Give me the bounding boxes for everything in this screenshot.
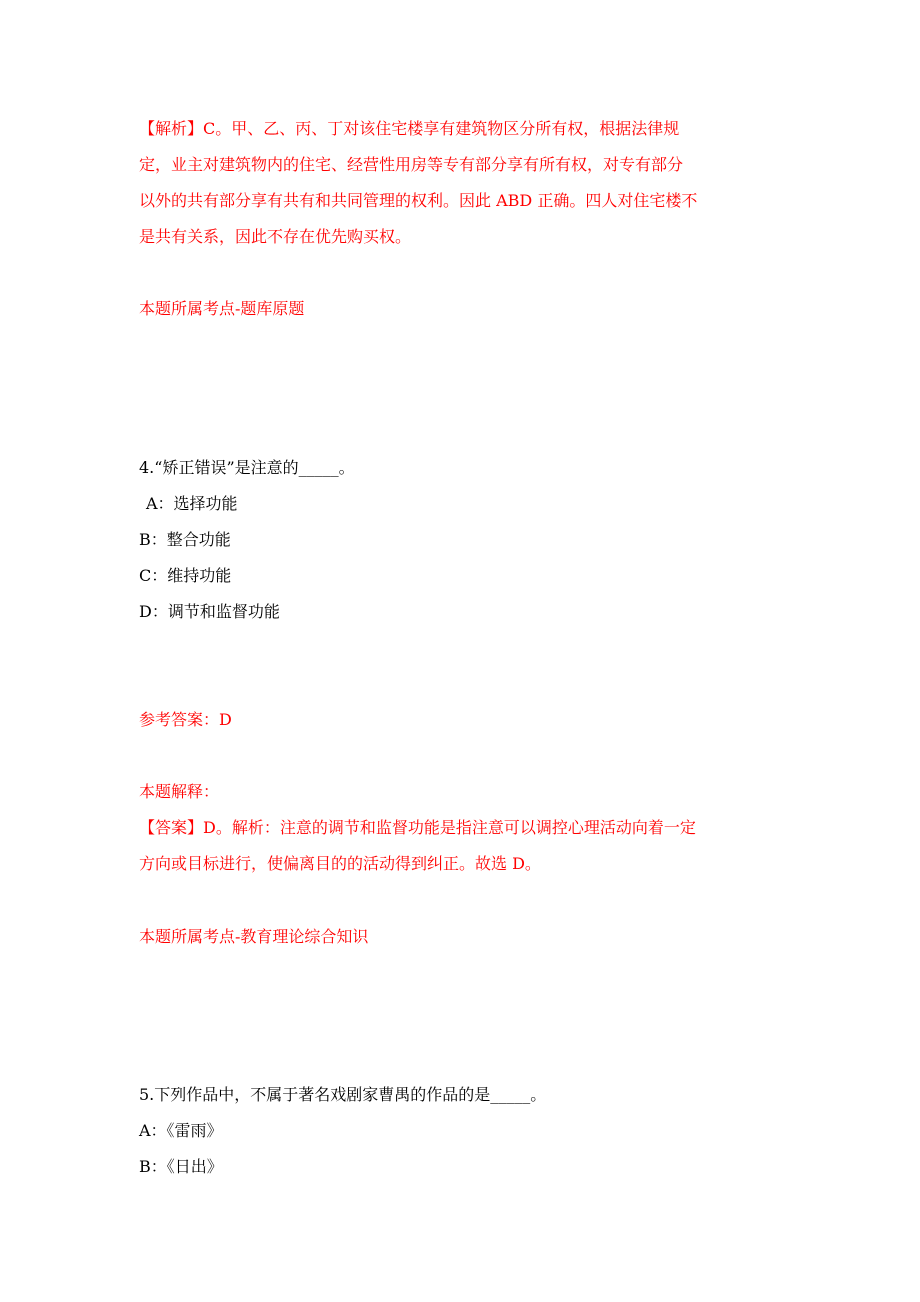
q5-question: 5.下列作品中，不属于著名戏剧家曹禺的作品的是_____。 [139,1085,547,1104]
q4-answer: 参考答案：D [139,710,232,729]
q4-explanation-line-2: 方向或目标进行，使偏离目的的活动得到纠正。故选 D。 [139,854,541,873]
q4-question: 4.“矫正错误”是注意的_____。 [139,458,355,477]
q3-topic: 本题所属考点-题库原题 [139,299,305,318]
q3-explanation-line-1: 【解析】C。甲、乙、丙、丁对该住宅楼享有建筑物区分所有权，根据法律规 [139,119,680,138]
q4-option-b: B：整合功能 [139,530,231,549]
q4-explanation-line-1: 【答案】D。解析：注意的调节和监督功能是指注意可以调控心理活动向着一定 [139,818,696,837]
q4-option-a: A：选择功能 [146,494,238,513]
q4-topic: 本题所属考点-教育理论综合知识 [139,927,369,946]
q5-option-a: A：《雷雨》 [139,1121,223,1140]
q3-explanation-line-4: 是共有关系，因此不存在优先购买权。 [139,227,412,246]
q3-explanation-line-3: 以外的共有部分享有共有和共同管理的权利。因此 ABD 正确。四人对住宅楼不 [139,191,698,210]
q4-option-c: C：维持功能 [139,566,232,585]
q4-option-d: D：调节和监督功能 [139,602,280,621]
q5-option-b: B：《日出》 [139,1157,223,1176]
q3-explanation-line-2: 定，业主对建筑物内的住宅、经营性用房等专有部分享有所有权，对专有部分 [139,155,684,174]
q4-explanation-title: 本题解释： [139,782,220,801]
